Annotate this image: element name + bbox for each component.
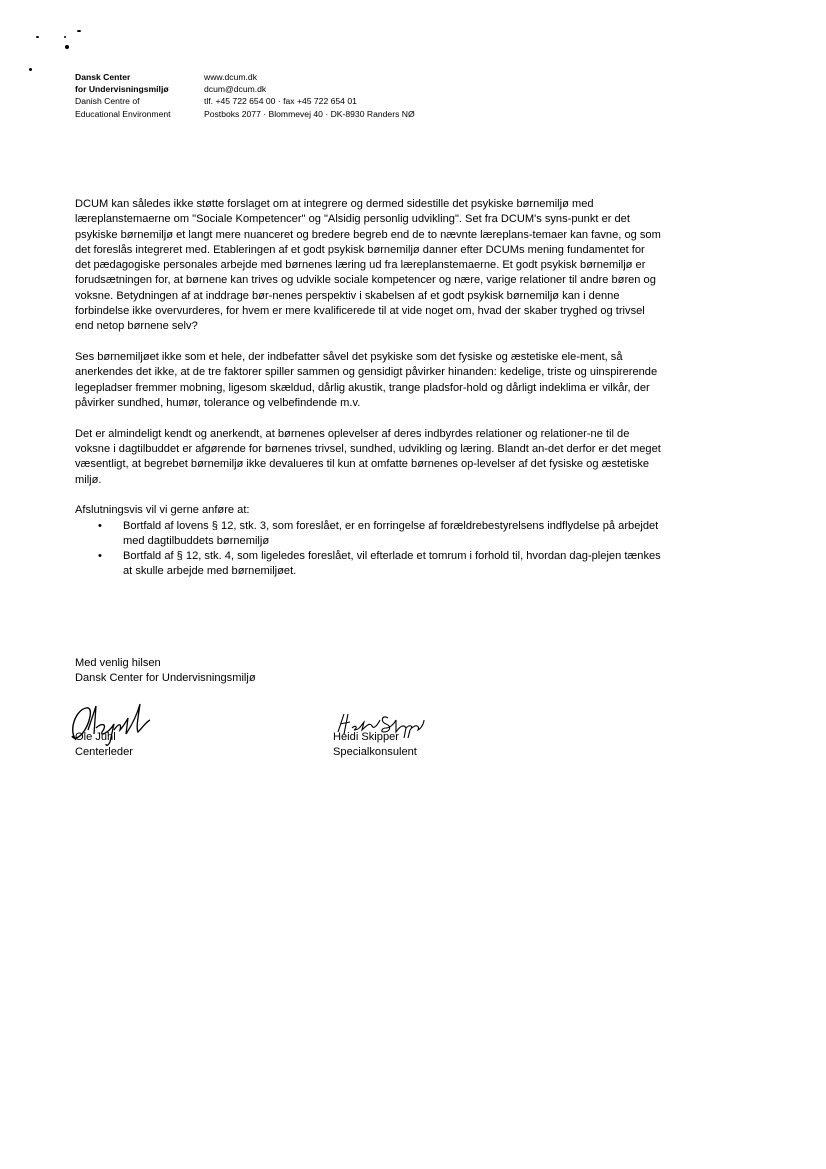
- contact-email: dcum@dcum.dk: [204, 84, 267, 95]
- closing-org: Dansk Center for Undervisningsmiljø: [75, 672, 256, 685]
- signature-title: Centerleder: [75, 746, 133, 759]
- scan-speck: [29, 68, 32, 71]
- scan-speck: [77, 30, 81, 32]
- paragraph-2: Ses børnemiljøet ikke som et hele, der indbefatter såvel det psykiske som det fysiske og æstetiske ele-ment, så anerkendes det ikke, at de tre faktorer spiller sammen og gensidigt påvirker hinanden: kedelige, triste og uinspirerende legepladser fremmer mobning, ligesom skældud, dårlig akustik, trange pladsfor-hold og dårligt indeklima er vilkår, der påvirker sundhed, humør, tolerance og velbefindende m.v.: [75, 351, 658, 409]
- bullet-icon: •: [98, 519, 102, 532]
- org-en-line2: Educational Environment: [75, 108, 171, 119]
- bullet-icon: •: [98, 550, 102, 563]
- paragraph-3: Det er almindeligt kendt og anerkendt, at børnenes oplevelser af deres indbyrdes relationer og relationer-ne til de voksne i dagtilbuddet er afgørende for børnenes trivsel, sundhed, udvikling og læring. Blandt an-det derfor er det meget væsentligt, at begrebet børnemiljø ikke devalueres til kun at omfatte børnenes op-levelser af det fysiske og æstetiske miljø.: [75, 427, 661, 486]
- org-block: [75, 71, 205, 120]
- signature-title: Specialkonsulent: [333, 746, 417, 759]
- contact-address: Postboks 2077 · Blommevej 40 · DK-8930 Randers NØ: [204, 108, 415, 119]
- list-item: [75, 549, 661, 580]
- contact-block: [204, 71, 524, 120]
- signature-1: [75, 730, 133, 761]
- scan-speck: [65, 45, 69, 49]
- list-item-text: Bortfald af lovens § 12, stk. 3, som foreslået, er en forringelse af forældrebestyrelsens indflydelse på arbejdet med dagtilbuddets børnemiljø: [123, 519, 659, 547]
- signature-name: Ole Juhl: [75, 731, 116, 743]
- scan-speck: [36, 36, 39, 38]
- scan-speck: [64, 36, 66, 38]
- closing-greeting: Med venlig hilsen: [75, 657, 161, 669]
- paragraph-1: DCUM kan således ikke støtte forslaget om at integrere og dermed sidestille det psykiske børnemiljø med læreplanstemaerne om "Sociale Kompetencer" og "Alsidig personlig udvikling". Set fra DCUM's syns-punkt er det psykiske børnemiljø et langt mere nuanceret og bredere begreb end de to nævnte læreplans-temaer kan favne, og som det foreslås integreret med. Etableringen af et godt psykisk børnemiljø danner efter DCUMs mening fundamentet for det pædagogiske personales arbejde med børnenes læring ud fra læreplanstemaerne. Et godt psykisk børnemiljø er forudsætningen for, at børnene kan trives og udvikle sociale kompetencer og nære, varige relationer til andre børen og voksne. Betydningen af at inddrage bør-nenes perspektiv i skabelsen af et godt psykisk børnemiljø kan i denne forbindelse ikke overvurderes, for hvem er mere kvalificerede til at vide noget om, hvad der skaber tryghed og trivsel end netop børnene selv?: [75, 198, 661, 333]
- closing: [75, 656, 256, 687]
- org-en-line1: Danish Centre of: [75, 96, 140, 107]
- org-name-line1: Dansk Center: [75, 72, 131, 82]
- list-item: [75, 519, 661, 550]
- signature-2: [333, 730, 417, 761]
- contact-web: www.dcum.dk: [204, 72, 258, 82]
- org-name-line2: for Undervisningsmiljø: [75, 84, 169, 95]
- bullet-list: [75, 519, 661, 580]
- signature-name: Heidi Skipper: [333, 731, 399, 743]
- letter-body: [75, 197, 661, 580]
- bullet-intro: Afslutningsvis vil vi gerne anføre at:: [75, 504, 250, 517]
- list-item-text: Bortfald af § 12, stk. 4, som ligeledes foreslået, vil efterlade et tomrum i forhold til, hvordan dag-plejen tænkes at skulle arbejde med børnemiljøet.: [123, 550, 661, 578]
- contact-phone: tlf. +45 722 654 00 · fax +45 722 654 01: [204, 96, 357, 107]
